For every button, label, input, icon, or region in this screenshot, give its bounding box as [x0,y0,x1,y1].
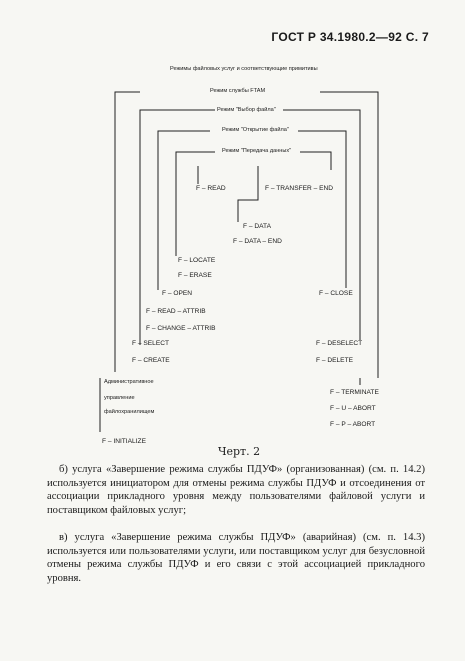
frame-ftam-left [115,92,140,372]
frame-select-right [283,110,360,340]
primitive-data: F – DATA [243,223,271,230]
primitive-locate: F – LOCATE [178,257,216,264]
frame-open-left [158,131,210,290]
primitive-delete: F – DELETE [316,357,354,364]
frame-label-open: Режим "Открытие файла" [222,127,289,133]
frame-data-left [176,152,215,256]
admin-line-1: Административное [104,379,154,385]
frame-label-data: Режим "Передача данных" [222,148,292,154]
primitive-initialize: F – INITIALIZE [102,438,146,445]
frame-ftam-right [320,92,378,378]
figure-caption: Черт. 2 [218,445,261,458]
paragraph-b: б) услуга «Завершение режима службы ПДУФ» (организованная) (см. п. 14.2) используется инициатором для отмены режима службы ПДУФ и отсоединения от ассоциации прикладного уровня между пользователями файловой услуги и поставщиком файловых услуг; [47,464,425,516]
primitive-data-end: F – DATA – END [233,238,282,245]
primitive-read: F – READ [196,185,226,192]
primitive-read-attrib: F – READ – ATTRIB [146,308,206,315]
diagram-title: Режимы файловых услуг и соответствующие примитивы [170,66,318,72]
data-connector [238,176,258,222]
admin-line-2: управление [104,395,135,401]
admin-line-3: файлохранилищем [104,409,155,415]
primitive-create: F – CREATE [132,357,170,364]
primitive-transfer-end: F – TRANSFER – END [265,185,334,192]
paragraph-c: в) услуга «Завершение режима службы ПДУФ» (аварийная) (см. п. 14.3) используется или пользователями услуги, или поставщиком услуг для безусловной отмены режима службы ПДУФ и его связи с этой ассоциацией прикладного уровня. [47,532,425,584]
primitive-select: F – SELECT [132,340,170,347]
frame-label-select: Режим "Выбор файла" [217,107,276,113]
frame-open-right [298,131,346,288]
primitive-p-abort: F – P – ABORT [330,421,376,428]
primitive-erase: F – ERASE [178,272,212,279]
frame-data-right [300,152,331,170]
frame-label-ftam: Режим службы FTAM [210,88,266,94]
primitive-open: F – OPEN [162,290,193,297]
primitive-close: F – CLOSE [319,290,353,297]
primitive-change-attrib: F – CHANGE – ATTRIB [146,325,216,332]
page-header: ГОСТ Р 34.1980.2—92 С. 7 [271,30,429,44]
primitive-u-abort: F – U – ABORT [330,405,376,412]
primitive-deselect: F – DESELECT [316,340,363,347]
primitive-terminate: F – TERMINATE [330,389,379,396]
